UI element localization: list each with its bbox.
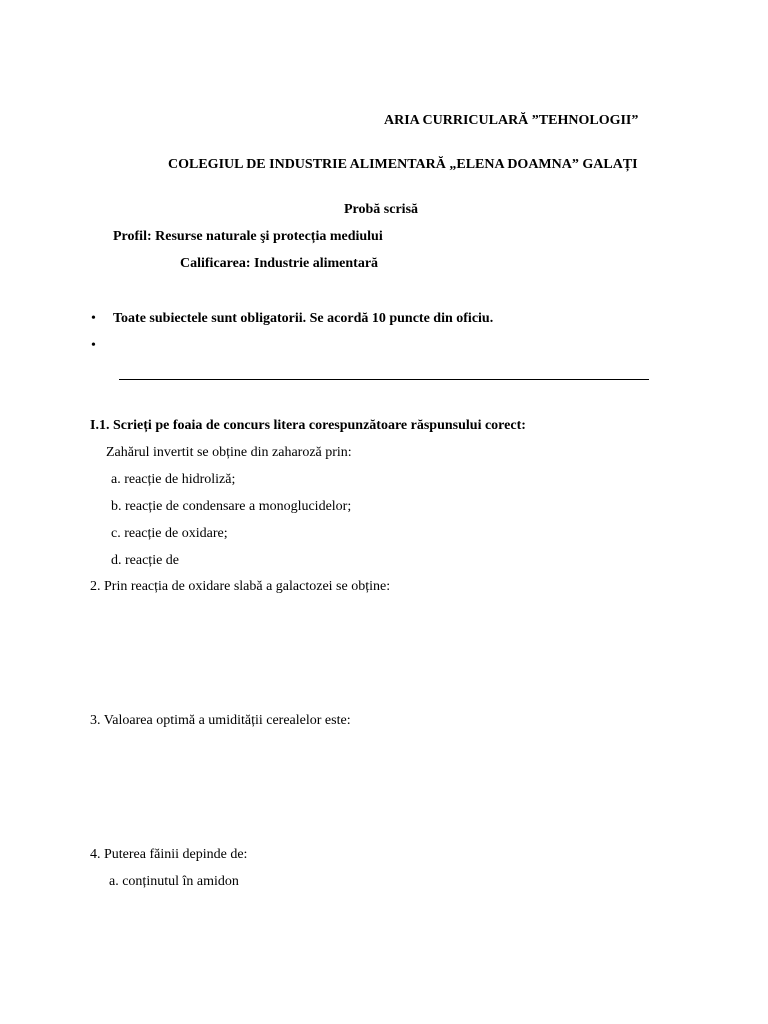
separator-line (119, 379, 649, 380)
qualification-line: Calificarea: Industrie alimentară (180, 256, 379, 271)
bullet-icon: • (91, 338, 96, 353)
section-title: I.1. Scrieți pe foaia de concurs litera corespunzătoare răspunsului corect: (90, 418, 526, 433)
question-4-option-a: a. conținutul în amidon (109, 874, 239, 889)
question-1-option-c: c. reacție de oxidare; (111, 526, 228, 541)
bullet-icon: • (91, 311, 96, 326)
question-3-text: 3. Valoarea optimă a umidității cerealelor este: (90, 713, 351, 728)
question-1-text: Zahărul invertit se obține din zaharoză prin: (106, 445, 352, 460)
instruction-text: Toate subiectele sunt obligatorii. Se acordă 10 puncte din oficiu. (113, 311, 494, 326)
question-2-text: 2. Prin reacția de oxidare slabă a galactozei se obține: (90, 579, 391, 594)
question-4-text: 4. Puterea făinii depinde de: (90, 847, 248, 862)
school-name: COLEGIUL DE INDUSTRIE ALIMENTARĂ „ELENA DOAMNA” GALAȚI (168, 157, 638, 172)
question-1-option-a: a. reacție de hidroliză; (111, 472, 236, 487)
profile-line: Profil: Resurse naturale şi protecția mediului (113, 229, 383, 244)
question-1-option-d: d. reacție de (111, 553, 180, 568)
curricular-area: ARIA CURRICULARĂ ”TEHNOLOGII” (384, 113, 639, 128)
exam-type: Probă scrisă (344, 202, 419, 217)
question-1-option-b: b. reacție de condensare a monoglucidelor; (111, 499, 352, 514)
